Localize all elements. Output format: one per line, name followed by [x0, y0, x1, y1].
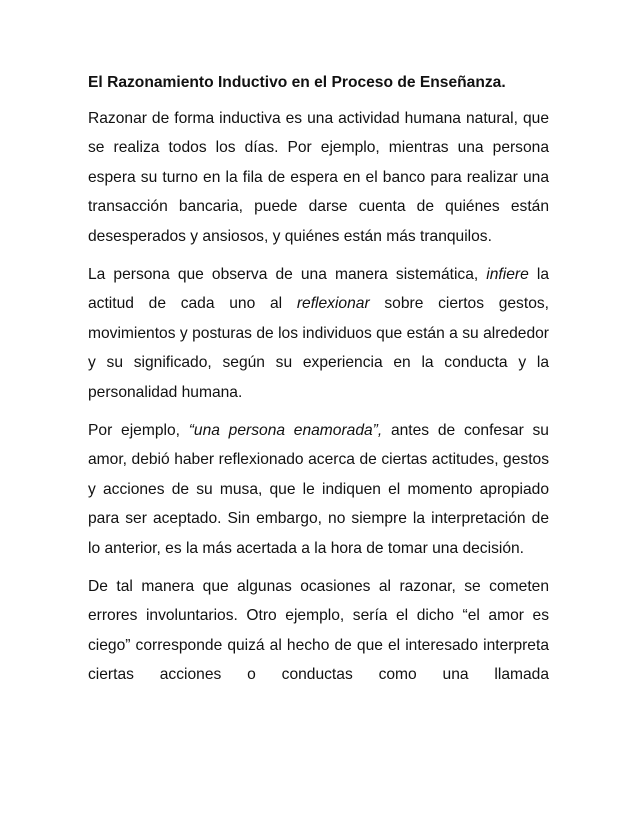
paragraph-3: [88, 416, 549, 564]
paragraph-2: [88, 260, 549, 408]
paragraph-2-text-c: la actitud de cada uno al: [88, 265, 549, 313]
paragraph-2-emphasis-reflexionar: reflexionar: [296, 295, 370, 313]
paragraph-1: Razonar de forma inductiva es una actividad humana natural, que se realiza todos los días. Por ejemplo, mientras una persona espera su turno en la fila de espera en el banco para realizar una transacción bancaria, puede darse cuenta de quiénes están desesperados y ansiosos, y quiénes están más tranquilos.: [88, 109, 549, 245]
paragraph-2-text-e: sobre ciertos gestos, movimientos y posturas de los individuos que están a su alrededor y su significado, según su experiencia en la conducta y la personalidad humana.: [88, 295, 549, 401]
paragraph-2-text-a: La persona que observa de una manera sistemática,: [88, 265, 487, 283]
paragraph-2-emphasis-infiere: infiere: [486, 265, 529, 283]
paragraph-3-emphasis-quote: “una persona enamorada”,: [188, 421, 383, 439]
document-page: [88, 68, 549, 698]
paragraph-4: De tal manera que algunas ocasiones al razonar, se cometen errores involuntarios. Otro ejemplo, sería el dicho “el amor es ciego” corresponde quizá al hecho de que el interesado interpreta ciertas acciones o conductas como una llamada: [88, 577, 549, 684]
paragraph-3-text-c: antes de confesar su amor, debió haber reflexionado acerca de ciertas actitudes, gestos y acciones de su musa, que le indiquen el momento apropiado para ser aceptado. Sin embargo, no siempre la interpretación de lo anterior, es la más acertada a la hora de tomar una decisión.: [88, 421, 549, 557]
paragraph-3-text-a: Por ejemplo,: [88, 421, 189, 439]
document-title: El Razonamiento Inductivo en el Proceso de Enseñanza.: [88, 74, 506, 91]
